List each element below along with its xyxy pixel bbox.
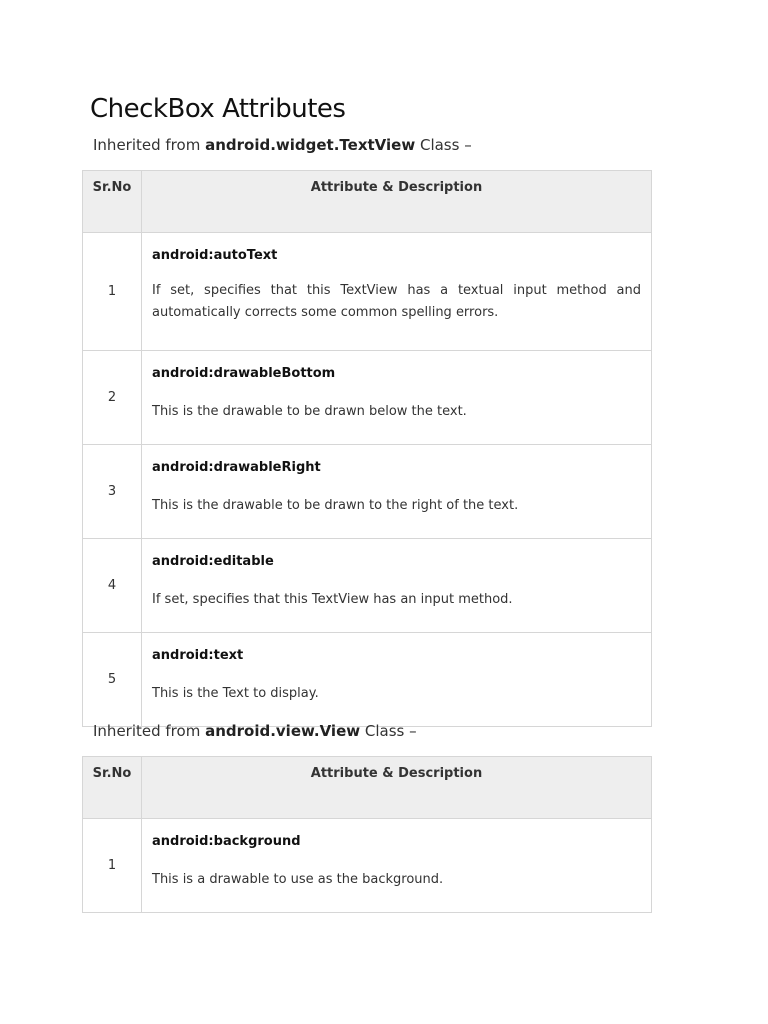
attribute-name: android:text — [152, 648, 244, 663]
table-header-row — [83, 171, 652, 233]
attributes-table — [82, 756, 652, 913]
table-row — [83, 233, 652, 351]
row-number: 4 — [83, 539, 142, 633]
table-row — [83, 351, 652, 445]
intro-suffix: Class – — [415, 136, 472, 154]
header-srno: Sr.No — [83, 171, 142, 233]
attribute-name: android:autoText — [152, 248, 278, 263]
table-row — [83, 819, 652, 913]
row-number: 1 — [83, 819, 142, 913]
attribute-name: android:drawableRight — [152, 460, 321, 475]
section-intro — [93, 136, 472, 154]
header-attribute-description: Attribute & Description — [142, 757, 652, 819]
attribute-text: This is the Text to display. — [152, 686, 319, 701]
row-description — [142, 819, 652, 913]
row-description — [142, 445, 652, 539]
row-number: 5 — [83, 633, 142, 727]
attributes-table — [82, 170, 652, 727]
header-srno: Sr.No — [83, 757, 142, 819]
intro-class-name: android.widget.TextView — [205, 136, 416, 154]
table-row — [83, 445, 652, 539]
page-title: CheckBox Attributes — [90, 94, 346, 124]
attribute-text: This is the drawable to be drawn below the text. — [152, 404, 467, 419]
attribute-text: If set, specifies that this TextView has a textual input method and automatically corrects some common spelling errors. — [152, 283, 641, 320]
row-description — [142, 233, 652, 351]
intro-prefix: Inherited from — [93, 722, 206, 740]
attribute-name: android:background — [152, 834, 301, 849]
section-intro — [93, 722, 417, 740]
table-row — [83, 539, 652, 633]
row-description — [142, 539, 652, 633]
attribute-text: This is the drawable to be drawn to the right of the text. — [152, 498, 519, 513]
attribute-text: If set, specifies that this TextView has an input method. — [152, 592, 513, 607]
table-header-row — [83, 757, 652, 819]
attribute-name: android:editable — [152, 554, 274, 569]
intro-suffix: Class – — [360, 722, 417, 740]
header-attribute-description: Attribute & Description — [142, 171, 652, 233]
row-number: 3 — [83, 445, 142, 539]
row-number: 1 — [83, 233, 142, 351]
row-description — [142, 351, 652, 445]
intro-class-name: android.view.View — [205, 722, 361, 740]
row-number: 2 — [83, 351, 142, 445]
row-description — [142, 633, 652, 727]
table-row — [83, 633, 652, 727]
intro-prefix: Inherited from — [93, 136, 206, 154]
attribute-text: This is a drawable to use as the background. — [152, 872, 444, 887]
attribute-name: android:drawableBottom — [152, 366, 336, 381]
